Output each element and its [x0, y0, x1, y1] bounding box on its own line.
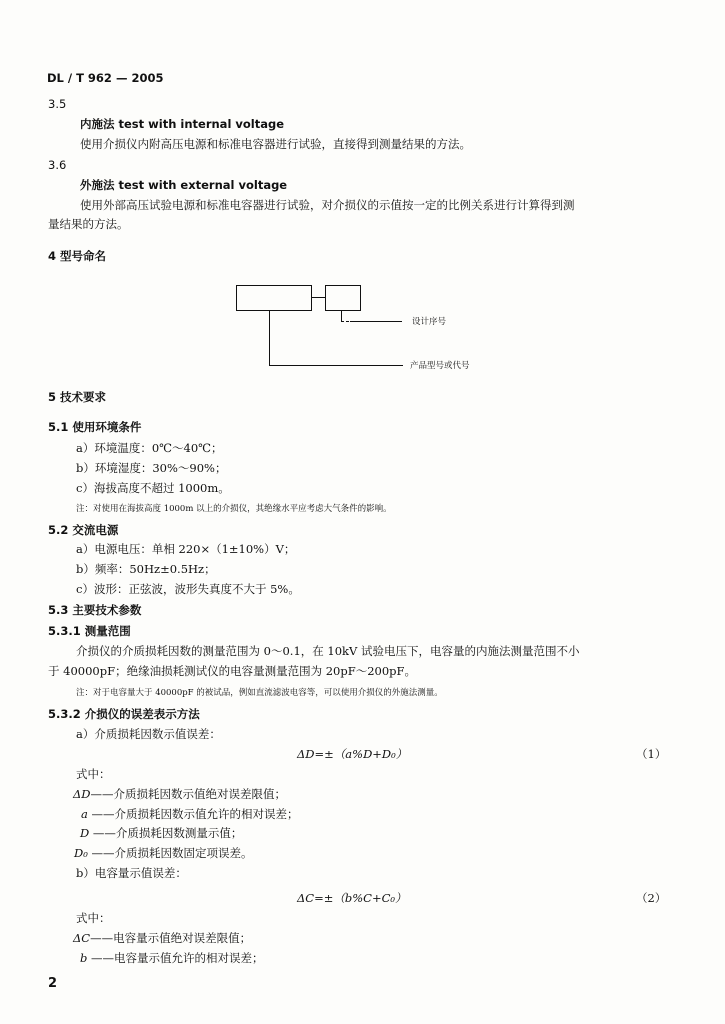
definition-text: ——介质损耗因数测量示值；: [92, 826, 243, 840]
paragraph: 介损仪的介质损耗因数的测量范围为 0～0.1，在 10kV 试验电压下，电容量的内施法测量范围不小: [76, 644, 580, 658]
design-serial-box: [325, 285, 361, 311]
subsection-heading: 5.2 交流电源: [48, 523, 119, 537]
term-definition: 使用外部高压试验电源和标准电容器进行试验，对介损仪的示值按一定的比例关系进行计算得到测: [80, 198, 575, 212]
subsection-heading: 5.3.2 介损仪的误差表示方法: [48, 707, 200, 721]
product-code-box: [236, 285, 312, 311]
subsection-heading: 5.3.1 测量范围: [48, 624, 131, 638]
symbol: D: [80, 826, 90, 840]
symbol: ΔD: [73, 787, 91, 801]
equation-1: ΔD=±（a%D+D₀）: [297, 747, 408, 761]
term-definition: 使用介损仪内附高压电源和标准电容器进行试验，直接得到测量结果的方法。: [80, 137, 471, 151]
subsection-heading: 5.1 使用环境条件: [48, 420, 142, 434]
list-item: c）海拔高度不超过 1000m。: [76, 481, 230, 495]
definition-text: ——介质损耗因数固定项误差。: [91, 846, 253, 860]
equation-number: （2）: [636, 891, 667, 905]
list-item: c）波形：正弦波，波形失真度不大于 5%。: [76, 582, 300, 596]
leader-line: [350, 321, 402, 322]
clause-number: 3.6: [48, 158, 67, 172]
clause-number: 3.5: [48, 97, 67, 111]
symbol: D₀: [74, 846, 88, 860]
list-item: b）环境湿度：30%～90%；: [76, 461, 227, 475]
section-heading: 5 技术要求: [48, 390, 107, 404]
definition-text: ——介质损耗因数示值绝对误差限值；: [90, 787, 287, 801]
symbol-definition: [80, 826, 242, 840]
symbol-definition: [81, 807, 299, 821]
page-number: 2: [48, 976, 58, 991]
product-code-label: 产品型号或代号: [410, 361, 470, 371]
symbol: a: [81, 807, 88, 821]
equation-number: （1）: [636, 747, 667, 761]
document-header: DL / T 962 — 2005: [47, 71, 164, 85]
leader-line: [269, 310, 270, 366]
note: 注：对于电容量大于 40000pF 的被试品，例如直流滤波电容等，可以使用介损仪的外施法测量。: [76, 688, 443, 698]
list-item: a）介质损耗因数示值误差：: [76, 727, 221, 741]
list-item: a）环境温度：0℃～40℃；: [76, 441, 223, 455]
term-title: 外施法 test with external voltage: [80, 178, 288, 192]
leader-line: [341, 321, 349, 322]
paragraph-continued: 于 40000pF；绝缘油损耗测试仪的电容量测量范围为 20pF～200pF。: [48, 664, 416, 678]
definition-text: ——介质损耗因数示值允许的相对误差；: [91, 807, 299, 821]
connector-dash: [311, 297, 325, 298]
equation-2: ΔC=±（b%C+C₀）: [297, 891, 407, 905]
where-label: 式中：: [76, 911, 111, 925]
where-label: 式中：: [76, 767, 111, 781]
symbol-definition: [74, 846, 253, 860]
list-item: b）频率：50Hz±0.5Hz；: [76, 562, 216, 576]
symbol-definition: [73, 931, 251, 945]
design-serial-label: 设计序号: [412, 317, 447, 327]
note: 注：对使用在海拔高度 1000m 以上的介损仪，其绝缘水平应考虑大气条件的影响。: [76, 504, 392, 514]
symbol-definition: [73, 787, 286, 801]
section-heading: 4 型号命名: [48, 249, 107, 263]
definition-text: ——电容量示值允许的相对误差；: [91, 951, 264, 965]
definition-text: ——电容量示值绝对误差限值；: [90, 931, 252, 945]
list-item: b）电容量示值误差：: [76, 866, 187, 880]
symbol: ΔC: [73, 931, 91, 945]
symbol: b: [80, 951, 88, 965]
list-item: a）电源电压：单相 220×（1±10%）V；: [76, 542, 296, 556]
leader-line: [269, 365, 403, 366]
term-title: 内施法 test with internal voltage: [80, 117, 285, 131]
subsection-heading: 5.3 主要技术参数: [48, 603, 142, 617]
symbol-definition: [80, 951, 264, 965]
term-definition-continued: 量结果的方法。: [48, 217, 129, 231]
